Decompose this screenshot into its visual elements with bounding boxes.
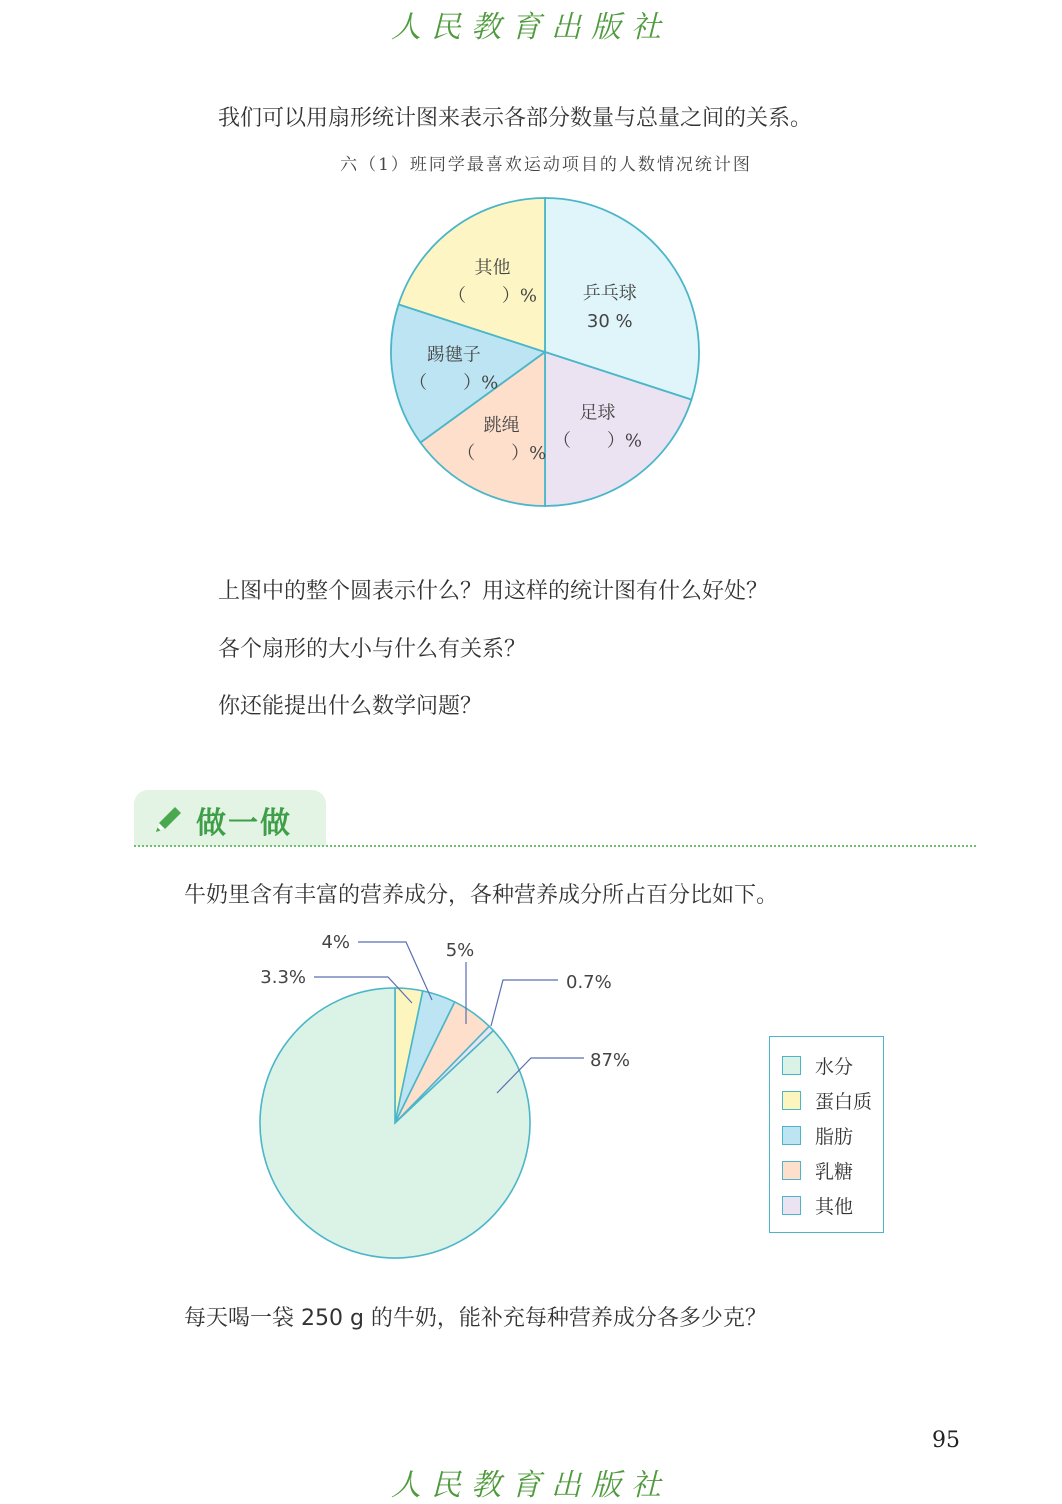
- leader-line: [491, 980, 558, 1026]
- legend-swatch: [782, 1161, 801, 1180]
- section-divider: [134, 845, 976, 847]
- legend-item-water: [782, 1053, 853, 1077]
- slice-name-label: 踢毽子: [426, 344, 481, 366]
- legend-label: 水分: [815, 1055, 854, 1078]
- legend-label: 乳糖: [815, 1160, 854, 1183]
- legend-swatch: [782, 1056, 801, 1075]
- legend-item-protein: [782, 1088, 872, 1112]
- page-number: 95: [932, 1428, 960, 1453]
- intro-text: 我们可以用扇形统计图来表示各部分数量与总量之间的关系。: [218, 106, 813, 131]
- milk-slice-label: 4%: [321, 932, 350, 953]
- milk-slice-label: 3.3%: [260, 967, 306, 988]
- slice-percent-label: 30 %: [586, 310, 633, 332]
- section-title: 做一做: [196, 806, 292, 841]
- exercise-text: 牛奶里含有丰富的营养成分，各种营养成分所占百分比如下。: [184, 883, 779, 908]
- slice-percent-label: （ ）%: [447, 285, 538, 307]
- slice-percent-label: （ ）%: [409, 372, 499, 394]
- legend-item-other: [782, 1193, 853, 1217]
- chart-legend: [769, 1036, 884, 1233]
- legend-label: 其他: [815, 1195, 854, 1218]
- milk-slice-label: 0.7%: [566, 972, 612, 993]
- question-1: 上图中的整个圆表示什么？用这样的统计图有什么好处？: [218, 579, 769, 604]
- slice-name-label: 足球: [579, 402, 616, 424]
- legend-label: 脂肪: [815, 1125, 854, 1148]
- exercise-question: 每天喝一袋 250 g 的牛奶，能补充每种营养成分各多少克？: [184, 1306, 767, 1331]
- publisher-header: 人民教育出版社: [391, 10, 671, 45]
- milk-slice-label: 5%: [445, 940, 475, 961]
- legend-item-fat: [782, 1123, 853, 1147]
- legend-label: 蛋白质: [815, 1090, 873, 1113]
- milk-slice-label: 87%: [590, 1050, 631, 1071]
- sports-pie-chart: [0, 0, 1062, 560]
- pencil-icon: [150, 802, 186, 838]
- question-3: 你还能提出什么数学问题？: [218, 694, 483, 719]
- milk-pie-chart: [0, 900, 760, 1300]
- legend-swatch: [782, 1196, 801, 1215]
- slice-name-label: 乒乓球: [582, 282, 637, 304]
- legend-item-lactose: [782, 1158, 853, 1182]
- slice-name-label: 其他: [474, 257, 511, 279]
- chart1-title: 六（1）班同学最喜欢运动项目的人数情况统计图: [340, 155, 752, 175]
- legend-swatch: [782, 1126, 801, 1145]
- slice-percent-label: （ ）%: [552, 430, 643, 452]
- publisher-footer: 人民教育出版社: [391, 1468, 671, 1503]
- slice-name-label: 跳绳: [483, 415, 520, 437]
- question-2: 各个扇形的大小与什么有关系？: [218, 637, 527, 662]
- legend-swatch: [782, 1091, 801, 1110]
- slice-percent-label: （ ）%: [457, 443, 547, 465]
